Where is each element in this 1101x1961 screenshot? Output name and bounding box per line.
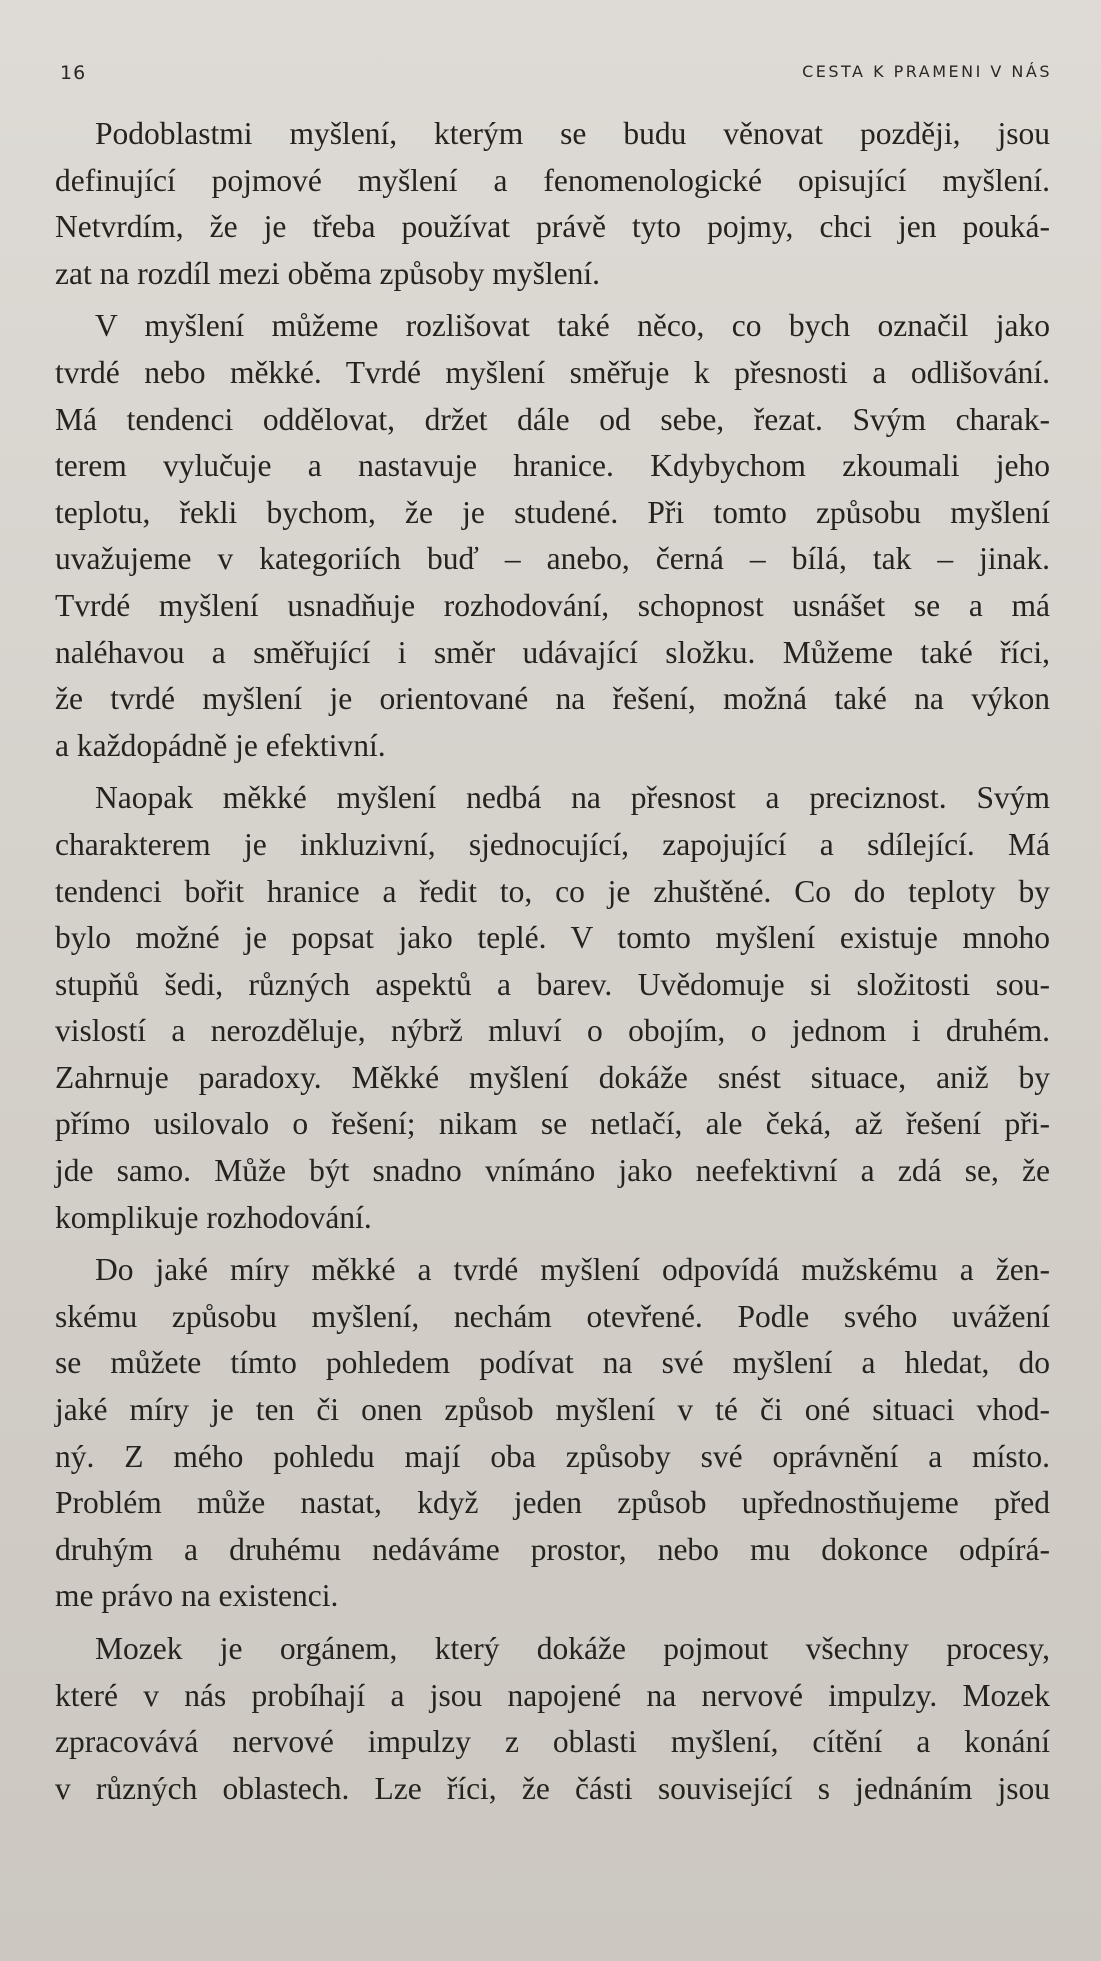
- paragraph: [55, 303, 1050, 769]
- text-line: druhým a druhému nedáváme prostor, nebo mu dokonce odpírá-: [55, 1531, 1050, 1567]
- running-title: CESTA K PRAMENI V NÁS: [802, 62, 1052, 81]
- text-line: skému způsobu myšlení, nechám otevřené. Podle svého uvážení: [55, 1298, 1050, 1334]
- text-line: stupňů šedi, různých aspektů a barev. Uvědomuje si složitosti sou-: [55, 966, 1050, 1002]
- text-line: charakterem je inkluzivní, sjednocující, zapojující a sdílející. Má: [55, 826, 1050, 862]
- text-line: Tvrdé myšlení usnadňuje rozhodování, schopnost usnášet se a má: [55, 587, 1050, 623]
- text-line: Do jaké míry měkké a tvrdé myšlení odpovídá mužskému a žen-: [95, 1252, 1050, 1288]
- page-number: 16: [60, 62, 87, 84]
- text-line: tendenci bořit hranice a ředit to, co je zhuštěné. Co do teploty by: [55, 873, 1050, 909]
- text-line: Problém může nastat, když jeden způsob upřednostňujeme před: [55, 1485, 1050, 1521]
- text-line: bylo možné je popsat jako teplé. V tomto myšlení existuje mnoho: [55, 920, 1050, 956]
- text-line: V myšlení můžeme rozlišovat také něco, co bych označil jako: [95, 308, 1050, 344]
- text-line: Má tendenci oddělovat, držet dále od sebe, řezat. Svým charak-: [55, 401, 1050, 437]
- text-line: vislostí a nerozděluje, nýbrž mluví o obojím, o jednom i druhém.: [55, 1013, 1050, 1049]
- text-line: že tvrdé myšlení je orientované na řešení, možná také na výkon: [55, 681, 1050, 717]
- text-line: definující pojmové myšlení a fenomenologické opisující myšlení.: [55, 162, 1050, 198]
- text-line: tvrdé nebo měkké. Tvrdé myšlení směřuje k přesnosti a odlišování.: [55, 354, 1050, 390]
- text-line: komplikuje rozhodování.: [55, 1199, 372, 1235]
- text-line: Mozek je orgánem, který dokáže pojmout všechny procesy,: [95, 1631, 1050, 1666]
- paragraph: [55, 111, 1050, 297]
- paragraph: [55, 1247, 1050, 1620]
- text-line: zat na rozdíl mezi oběma způsoby myšlení.: [55, 255, 600, 291]
- text-line: terem vylučuje a nastavuje hranice. Kdybychom zkoumali jeho: [55, 448, 1050, 484]
- body-text: [55, 111, 1050, 1818]
- text-line: Zahrnuje paradoxy. Měkké myšlení dokáže snést situace, aniž by: [55, 1059, 1050, 1095]
- text-line: jde samo. Může být snadno vnímáno jako neefektivní a zdá se, že: [55, 1153, 1050, 1189]
- running-header: [60, 58, 1052, 88]
- text-line: Naopak měkké myšlení nedbá na přesnost a preciznost. Svým: [95, 780, 1050, 816]
- text-line: Netvrdím, že je třeba používat právě tyto pojmy, chci jen pouká-: [55, 209, 1050, 245]
- paragraph: [55, 775, 1050, 1241]
- text-line: a každopádně je efektivní.: [55, 727, 386, 763]
- text-line: me právo na existenci.: [55, 1578, 339, 1614]
- text-line: jaké míry je ten či onen způsob myšlení v té či oné situaci vhod-: [55, 1392, 1050, 1428]
- text-line: teplotu, řekli bychom, že je studené. Při tomto způsobu myšlení: [55, 494, 1050, 530]
- text-line: Podoblastmi myšlení, kterým se budu věnovat později, jsou: [95, 116, 1050, 151]
- text-line: v různých oblastech. Lze říci, že části související s jednáním jsou: [55, 1770, 1050, 1806]
- text-line: uvažujeme v kategoriích buď – anebo, černá – bílá, tak – jinak.: [55, 541, 1050, 577]
- text-line: přímo usilovalo o řešení; nikam se netlačí, ale čeká, až řešení při-: [55, 1106, 1050, 1142]
- paragraph: [55, 1626, 1050, 1812]
- text-line: se můžete tímto pohledem podívat na své myšlení a hledat, do: [55, 1345, 1050, 1381]
- text-line: zpracovává nervové impulzy z oblasti myšlení, cítění a konání: [55, 1724, 1050, 1760]
- text-line: které v nás probíhají a jsou napojené na nervové impulzy. Mozek: [55, 1677, 1050, 1713]
- text-line: ný. Z mého pohledu mají oba způsoby své oprávnění a místo.: [55, 1438, 1050, 1474]
- text-line: naléhavou a směřující i směr udávající složku. Můžeme také říci,: [55, 634, 1050, 670]
